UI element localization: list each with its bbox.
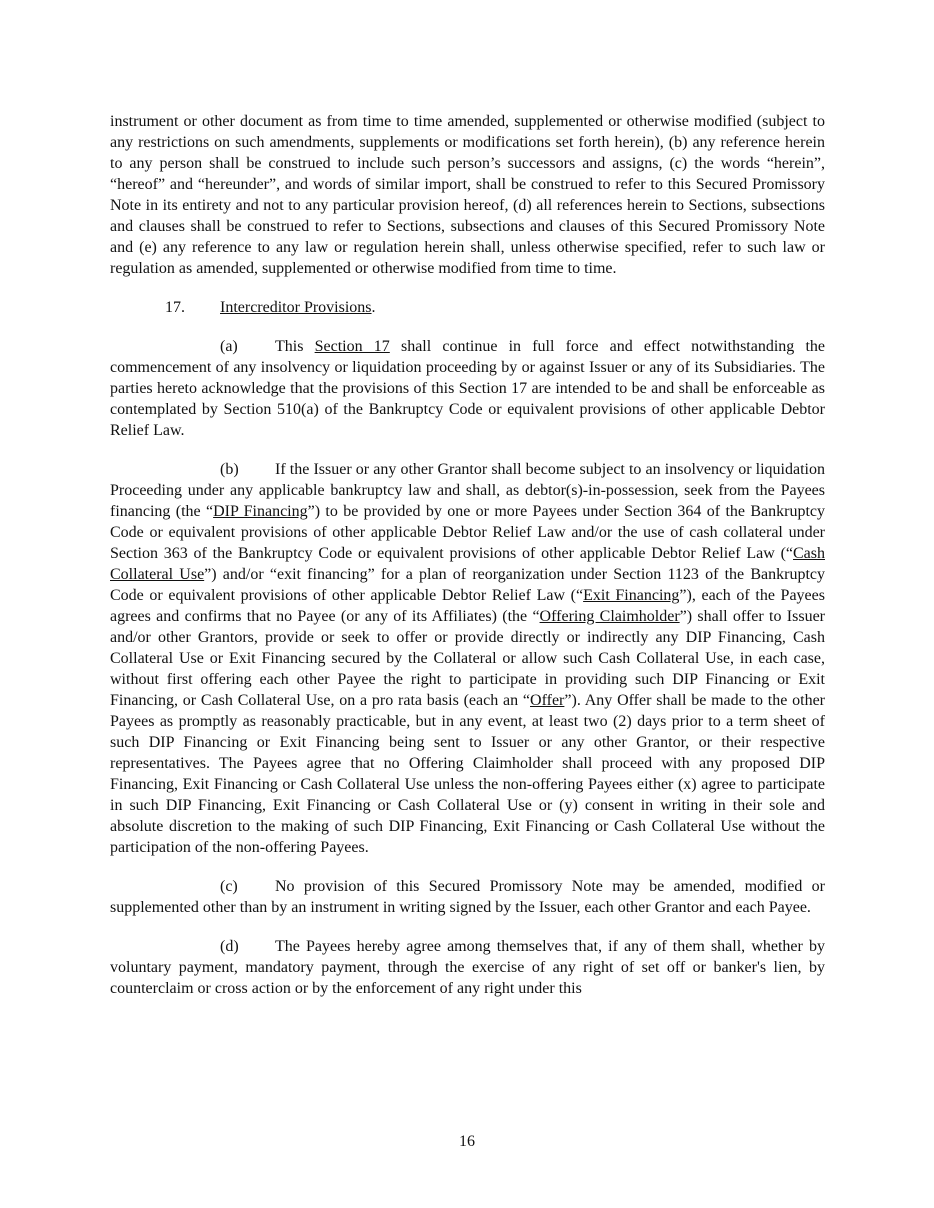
- clause-d-text: The Payees hereby agree among themselves that, if any of them shall, whether by voluntary payment, mandatory payment, through the exercise of any right of set off or banker's lien, by counterclaim or cross action or by the enforcement of any right under this: [110, 938, 825, 997]
- clause-b-text-4: ”), each of the Payees agrees and confirms that no Payee (or any of its Affiliates) (the “: [110, 587, 825, 625]
- clause-a-lead: This: [275, 338, 315, 355]
- clause-b-text-6: ”). Any Offer shall be made to the other Payees as promptly as reasonably practicable, but in any event, at least two (2) days prior to a term sheet of such DIP Financing or Exit Financing being sent to Issuer or any other Grantor, or their respective representatives. The Payees agree that no Offering Claimholder shall proceed with any proposed DIP Financing, Exit Financing or Cash Collateral Use unless the non-offering Payees either (x) agree to participate in such DIP Financing, Exit Financing or Cash Collateral Use or (y) consent in writing in their sole and absolute discretion to the making of such DIP Financing, Exit Financing or Cash Collateral Use without the participation of the non-offering Payees.: [110, 692, 826, 856]
- clause-a-text: shall continue in full force and effect notwithstanding the commencement of any insolvency or liquidation proceeding by or against Issuer or any of its Subsidiaries. The parties hereto acknowledge that the provisions of this Section 17 are intended to be and shall be enforceable as contemplated by Section 510(a) of the Bankruptcy Code or equivalent provisions of other applicable Debtor Relief Law.: [110, 338, 826, 439]
- clause-a-section-ref: Section 17: [314, 338, 390, 355]
- clause-d-label: (d): [220, 938, 239, 955]
- section-number: 17.: [165, 299, 185, 316]
- continuation-paragraph: instrument or other document as from time to time amended, supplemented or otherwise modified (subject to any restrictions on such amendments, supplements or modifications set forth herein), (b) any reference herein to any person shall be construed to include such person’s successors and assigns, (c) the words “herein”, “hereof” and “hereunder”, and words of similar import, shall be construed to refer to this Secured Promissory Note in its entirety and not to any particular provision hereof, (d) all references herein to Sections, subsections and clauses shall be construed to refer to Sections, subsections and clauses of this Secured Promissory Note and (e) any reference to any law or regulation herein shall, unless otherwise specified, refer to such law or regulation as amended, supplemented or otherwise modified from time to time.: [110, 113, 825, 277]
- clause-b-paragraph: [110, 459, 825, 858]
- defined-term-exit-financing: Exit Financing: [583, 587, 680, 604]
- clause-b-text-2: ”) to be provided by one or more Payees under Section 364 of the Bankruptcy Code or equivalent provisions of other applicable Debtor Relief Law and/or the use of cash collateral under Section 363 of the Bankruptcy Code or equivalent provisions of other applicable Debtor Relief Law (“: [110, 503, 825, 562]
- section-title-period: .: [371, 299, 376, 316]
- clause-c-text: No provision of this Secured Promissory Note may be amended, modified or supplemented other than by an instrument in writing signed by the Issuer, each other Grantor and each Payee.: [110, 878, 825, 916]
- clause-b-label: (b): [220, 461, 239, 478]
- defined-term-dip-financing: DIP Financing: [213, 503, 308, 520]
- clause-d-paragraph: [110, 936, 825, 999]
- clause-c-paragraph: [110, 876, 825, 918]
- clause-a-paragraph: [110, 336, 825, 441]
- section-heading: [110, 297, 825, 318]
- page-number: 16: [459, 1133, 475, 1150]
- defined-term-offering-claimholder: Offering Claimholder: [539, 608, 680, 625]
- defined-term-cash-collateral-use: Cash Collateral Use: [110, 545, 825, 583]
- section-title: Intercreditor Provisions: [220, 299, 372, 316]
- document-body: [110, 111, 825, 999]
- clause-b-text-5: ”) shall offer to Issuer and/or other Grantors, provide or seek to offer or provide directly or indirectly any DIP Financing, Cash Collateral Use or Exit Financing secured by the Collateral or allow such Cash Collateral Use, in each case, without first offering each other Payee the right to participate in providing such DIP Financing or Exit Financing, or Cash Collateral Use, on a pro rata basis (each an “: [110, 608, 825, 709]
- clause-c-label: (c): [220, 878, 238, 895]
- defined-term-offer: Offer: [530, 692, 565, 709]
- clause-a-label: (a): [220, 338, 238, 355]
- clause-b-text-3: ”) and/or “exit financing” for a plan of reorganization under Section 1123 of the Bankruptcy Code or equivalent provisions of other applicable Debtor Relief Law (“: [110, 566, 826, 604]
- clause-b-text-1: If the Issuer or any other Grantor shall become subject to an insolvency or liquidation Proceeding under any applicable bankruptcy law and shall, as debtor(s)-in-possession, seek from the Payees financing (the “: [110, 461, 825, 520]
